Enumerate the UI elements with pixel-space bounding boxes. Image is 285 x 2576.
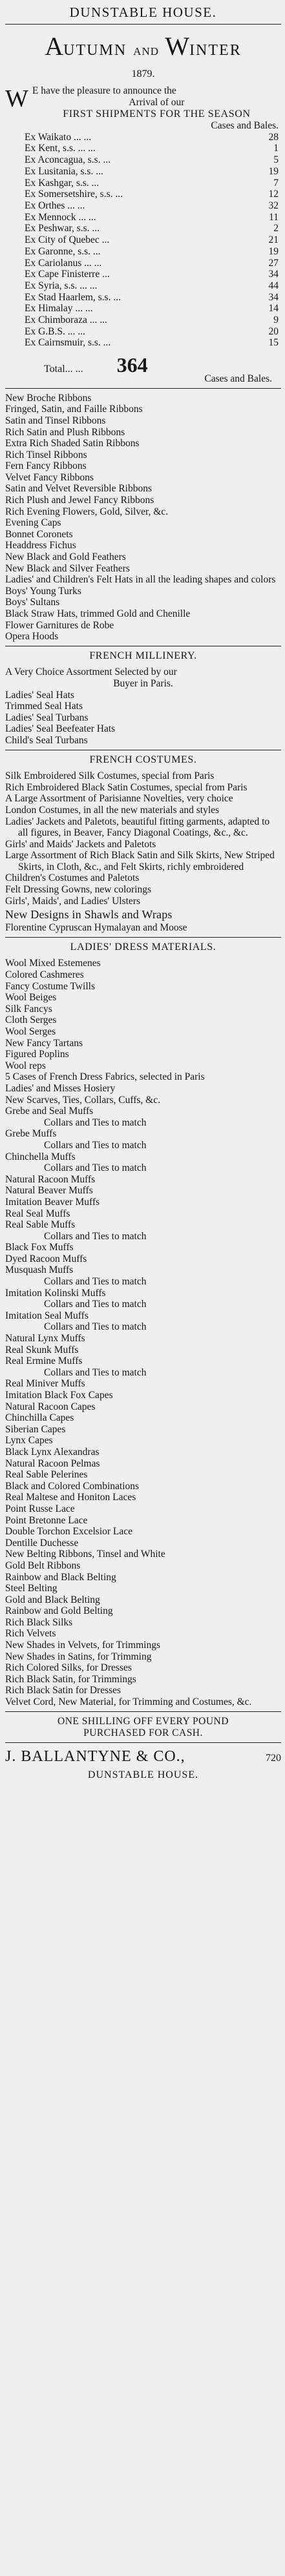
ribbon-item: New Broche Ribbons: [5, 392, 92, 404]
dress-material-item: Wool Beiges: [5, 992, 57, 1004]
dress-material-item: Collars and Ties to match: [44, 1117, 147, 1128]
dress-material-item: Collars and Ties to match: [44, 1230, 147, 1242]
shipment-row: [25, 132, 279, 143]
shipment-row: [25, 303, 279, 314]
ribbons-list: [5, 393, 281, 643]
shipment-count: 5: [273, 154, 279, 166]
firm-house: DUNSTABLE HOUSE.: [87, 1769, 199, 1780]
shipment-row: [25, 178, 279, 189]
millinery-intro-2: Buyer in Paris.: [113, 677, 173, 689]
dress-material-item: Imitation Beaver Muffs: [5, 1196, 100, 1208]
dress-material-item: Real Seal Muffs: [5, 1208, 70, 1219]
ribbon-item: Velvet Fancy Ribbons: [5, 471, 94, 483]
ribbon-item: Opera Hoods: [5, 631, 59, 643]
shipment-row: [25, 280, 279, 292]
ribbon-item: Black Straw Hats, trimmed Gold and Chenille: [5, 608, 191, 620]
shipment-row: [25, 223, 279, 234]
ribbon-item: Rich Tinsel Ribbons: [5, 449, 87, 460]
shipment-row: [25, 143, 279, 154]
millinery-item: Ladies' Seal Turbans: [5, 712, 89, 723]
ribbon-item: Fern Fancy Ribbons: [5, 460, 87, 472]
dress-material-item: Natural Racoon Muffs: [5, 1173, 96, 1185]
shipment-row: [25, 258, 279, 269]
shipment-vessel: Ex Waikato ... ...: [25, 131, 92, 143]
costume-item: Felt Dressing Gowns, new colorings: [5, 884, 152, 896]
firm-name: J. BALLANTYNE & CO.,: [5, 1747, 185, 1765]
millinery-item: Child's Seal Turbans: [5, 734, 88, 746]
dress-material-item: New Fancy Tartans: [5, 1037, 83, 1049]
shipment-row: [25, 292, 279, 304]
millinery-heading: FRENCH MILLINERY.: [89, 650, 197, 661]
season-word-1-rest: UTUMN: [63, 42, 127, 59]
dress-material-item: Imitation Black Fox Capes: [5, 1390, 113, 1401]
advert-number: 720: [266, 1752, 281, 1764]
shipments-column-header: [5, 120, 281, 132]
shipment-row: [25, 212, 279, 223]
shipment-row: [25, 189, 279, 200]
dress-material-item: Double Torchon Excelsior Lace: [5, 1526, 133, 1538]
dress-material-item: Grebe Muffs: [5, 1128, 57, 1140]
ribbon-item: Bonnet Coronets: [5, 528, 73, 540]
ribbon-item: Satin and Velvet Reversible Ribbons: [5, 483, 153, 495]
shawls-line: New Designs in Shawls and Wraps: [5, 908, 173, 922]
divider: [5, 1742, 281, 1743]
dress-material-item: Real Sable Pelerines: [5, 1469, 88, 1481]
costumes-list: [5, 770, 281, 907]
dress-materials-list: [5, 958, 281, 1707]
dress-material-item: Natural Beaver Muffs: [5, 1185, 93, 1197]
shipment-vessel: Ex Cariolanus ... ...: [25, 257, 102, 269]
dress-material-item: Collars and Ties to match: [44, 1299, 147, 1310]
shipment-count: 20: [268, 325, 279, 337]
dress-material-item: Rainbow and Black Belting: [5, 1571, 116, 1583]
dress-material-item: Point Russe Lace: [5, 1503, 75, 1514]
ribbon-item: Flower Garnitures de Robe: [5, 619, 114, 631]
total-value: 364: [116, 353, 148, 377]
dress-material-item: Wool Serges: [5, 1026, 56, 1038]
shipments-list: [5, 132, 281, 349]
dress-material-item: Musquash Muffs: [5, 1264, 74, 1276]
shipment-row: [25, 154, 279, 166]
dress-material-item: New Shades in Satins, for Trimming: [5, 1651, 152, 1662]
shipment-count: 1: [273, 143, 279, 154]
dress-material-item: Collars and Ties to match: [44, 1139, 147, 1151]
shipment-vessel: Ex Aconcagua, s.s. ...: [25, 154, 111, 166]
rugs-line: Florentine Cypruscan Hymalayan and Moose: [5, 922, 187, 934]
season-and: AND: [133, 45, 160, 57]
dress-material-item: Rich Velvets: [5, 1628, 56, 1640]
costume-item: Ladies' Jackets and Paletots, beautiful fitting garments, adapted to all figures, in Beaver, Fancy Diagonal Coatings, &c., &c.: [5, 816, 270, 839]
dress-material-item: Collars and Ties to match: [44, 1366, 147, 1378]
shipment-vessel: Ex Garonne, s.s. ...: [25, 245, 101, 257]
dress-material-item: Steel Belting: [5, 1583, 58, 1594]
ribbon-item: Fringed, Satin, and Faille Ribbons: [5, 404, 143, 415]
shipment-row: [25, 200, 279, 212]
dress-material-item: Rich Colored Silks, for Dresses: [5, 1662, 132, 1674]
dress-material-item: Ladies' and Misses Hosiery: [5, 1082, 116, 1094]
shipment-row: [25, 326, 279, 338]
dress-material-item: Point Bretonne Lace: [5, 1514, 88, 1526]
divider: [5, 937, 281, 938]
dress-material-item: Dentille Duchesse: [5, 1537, 79, 1549]
dress-material-item: Natural Racoon Pelmas: [5, 1458, 100, 1469]
season-word-2-cap: W: [165, 32, 190, 61]
dress-material-item: Real Skunk Muffs: [5, 1344, 79, 1355]
dress-material-item: Imitation Seal Muffs: [5, 1310, 89, 1321]
shipment-count: 14: [268, 303, 279, 314]
shipments-total: [5, 354, 281, 376]
ribbon-item: Satin and Tinsel Ribbons: [5, 415, 106, 426]
dress-material-item: Grebe and Seal Muffs: [5, 1106, 94, 1117]
dress-material-item: Siberian Capes: [5, 1423, 66, 1435]
dress-material-item: Natural Racoon Capes: [5, 1401, 96, 1412]
shipment-vessel: Ex Chimboraza ... ...: [25, 314, 107, 326]
dress-material-item: Real Ermine Muffs: [5, 1355, 83, 1367]
dress-material-item: Real Maltese and Honiton Laces: [5, 1492, 136, 1503]
ribbon-item: Rich Satin and Plush Ribbons: [5, 426, 125, 438]
dress-material-item: Rich Black Satin for Dresses: [5, 1685, 121, 1696]
season-word-1-cap: A: [45, 32, 64, 61]
dress-material-item: Collars and Ties to match: [44, 1276, 147, 1288]
divider: [5, 24, 281, 25]
dress-material-item: Real Sable Muffs: [5, 1219, 76, 1231]
dress-material-item: Chinchella Muffs: [5, 1151, 76, 1162]
ribbon-item: Boys' Sultans: [5, 597, 60, 608]
ribbon-item: Extra Rich Shaded Satin Ribbons: [5, 438, 140, 449]
dress-material-item: Black Fox Muffs: [5, 1242, 74, 1253]
dress-material-item: Wool Mixed Estemenes: [5, 958, 101, 969]
shipments-column-label: Cases and Bales.: [211, 120, 279, 132]
dress-material-item: Gold Belt Ribbons: [5, 1560, 81, 1571]
costume-item: Girls' and Maids' Jackets and Paletots: [5, 838, 156, 850]
shipment-count: 7: [273, 177, 279, 189]
costume-item: Girls', Maids', and Ladies' Ulsters: [5, 895, 140, 907]
shipment-count: 34: [268, 291, 279, 303]
dress-material-item: Collars and Ties to match: [44, 1162, 147, 1174]
costume-item: London Costumes, in all the new materials and styles: [5, 804, 220, 816]
season-year: 1879.: [131, 68, 155, 79]
divider: [5, 1711, 281, 1712]
dress-material-item: Real Miniver Muffs: [5, 1378, 85, 1390]
shipment-vessel: Ex Stad Haarlem, s.s. ...: [25, 291, 121, 303]
intro-dropcap: W: [5, 85, 28, 112]
shipment-count: 12: [268, 189, 279, 200]
shipment-row: [25, 246, 279, 258]
millinery-list: [5, 690, 281, 747]
shipment-count: 28: [268, 131, 279, 143]
dress-material-item: New Scarves, Ties, Collars, Cuffs, &c.: [5, 1094, 160, 1106]
dress-material-item: Figured Poplins: [5, 1049, 69, 1060]
total-label: Total... ...: [44, 364, 83, 375]
shipment-row: [25, 314, 279, 326]
costume-item: Children's Costumes and Paletots: [5, 872, 140, 884]
dress-material-item: Natural Lynx Muffs: [5, 1333, 85, 1345]
shipments-heading: FIRST SHIPMENTS FOR THE SEASON: [63, 108, 251, 119]
costume-item: Large Assortment of Rich Black Satin and Silk Skirts, New Striped Skirts, in Cloth, &c., and Felt Skirts, richly embroidered: [5, 850, 275, 872]
costume-item: A Large Assortment of Parisianne Novelties, very choice: [5, 793, 233, 805]
dress-material-item: Fancy Costume Twills: [5, 980, 95, 992]
shipment-row: [25, 269, 279, 280]
dress-material-item: Dyed Racoon Muffs: [5, 1253, 87, 1264]
dress-material-item: Black and Colored Combinations: [5, 1480, 140, 1492]
shipment-row: [25, 337, 279, 349]
shipment-vessel: Ex Cairnsmuir, s.s. ...: [25, 337, 111, 349]
shipment-vessel: Ex Lusitania, s.s. ...: [25, 165, 103, 177]
shipment-row: [25, 166, 279, 178]
masthead: DUNSTABLE HOUSE.: [69, 5, 217, 20]
dress-material-item: Colored Cashmeres: [5, 969, 84, 981]
dress-material-item: Black Lynx Alexandras: [5, 1446, 100, 1458]
dress-material-item: Rich Black Satin, for Trimmings: [5, 1673, 136, 1685]
millinery-intro-1: A Very Choice Assortment Selected by our: [5, 666, 177, 678]
dress-material-item: Velvet Cord, New Material, for Trimming and Costumes, &c.: [5, 1696, 252, 1708]
intro: [5, 85, 281, 112]
shipment-count: 34: [268, 269, 279, 280]
ribbon-item: Evening Caps: [5, 517, 61, 529]
costumes-heading: FRENCH COSTUMES.: [89, 754, 197, 765]
dress-material-item: 5 Cases of French Dress Fabrics, selected in Paris: [5, 1071, 205, 1083]
costume-item: Silk Embroidered Silk Costumes, special from Paris: [5, 770, 215, 782]
dress-material-item: Cloth Serges: [5, 1015, 57, 1026]
firm-signature: [5, 1747, 281, 1768]
millinery-item: Trimmed Seal Hats: [5, 701, 83, 712]
shipment-vessel: Ex Kent, s.s. ... ...: [25, 143, 96, 154]
dress-material-item: Chinchilla Capes: [5, 1412, 74, 1424]
total-suffix: Cases and Bales.: [204, 373, 272, 385]
shipment-count: 15: [268, 337, 279, 349]
shipment-vessel: Ex City of Quebec ...: [25, 234, 110, 246]
dress-heading: LADIES' DRESS MATERIALS.: [70, 941, 216, 953]
shipment-count: 2: [273, 223, 279, 234]
divider: [5, 388, 281, 389]
dress-material-item: Silk Fancys: [5, 1003, 52, 1015]
shipment-vessel: Ex Kashgar, s.s. ...: [25, 177, 100, 189]
shipment-count: 9: [273, 314, 279, 326]
millinery-item: Ladies' Seal Hats: [5, 689, 74, 701]
costume-item: Rich Embroidered Black Satin Costumes, special from Paris: [5, 781, 248, 793]
dress-material-item: Collars and Ties to match: [44, 1321, 147, 1333]
millinery-item: Ladies' Seal Beefeater Hats: [5, 723, 116, 735]
intro-line-1: E have the pleasure to announce the: [32, 85, 176, 96]
season-word-2-rest: INTER: [189, 42, 242, 59]
shipment-vessel: Ex Cape Finisterre ...: [25, 269, 110, 280]
shipment-count: 19: [268, 245, 279, 257]
ribbon-item: Rich Plush and Jewel Fancy Ribbons: [5, 495, 154, 506]
cash-discount-line-1: ONE SHILLING OFF EVERY POUND: [58, 1715, 229, 1727]
season-title: [5, 31, 281, 67]
shipment-vessel: Ex Mennock ... ...: [25, 211, 96, 223]
dress-material-item: New Belting Ribbons, Tinsel and White: [5, 1549, 165, 1560]
shipment-row: [25, 234, 279, 246]
dress-material-item: Gold and Black Belting: [5, 1594, 100, 1605]
shipment-vessel: Ex Peshwar, s.s. ...: [25, 223, 100, 234]
shipment-count: 32: [268, 200, 279, 211]
cash-discount-line-2: PURCHASED FOR CASH.: [83, 1727, 203, 1738]
shipment-count: 44: [268, 280, 279, 291]
shipment-count: 21: [268, 234, 279, 246]
shipment-count: 11: [269, 211, 279, 223]
ribbon-item: New Black and Gold Feathers: [5, 551, 126, 563]
dress-material-item: Rich Black Silks: [5, 1616, 73, 1628]
ribbon-item: Ladies' and Children's Felt Hats in all the leading shapes and colors: [5, 574, 276, 586]
shipment-count: 27: [268, 257, 279, 269]
shipment-count: 19: [268, 165, 279, 177]
ribbon-item: Boys' Young Turks: [5, 585, 81, 597]
ribbon-item: Headdress Fichus: [5, 540, 76, 551]
ribbon-item: Rich Evening Flowers, Gold, Silver, &c.: [5, 506, 169, 517]
dress-material-item: New Shades in Velvets, for Trimmings: [5, 1640, 160, 1651]
ribbon-item: New Black and Silver Feathers: [5, 562, 130, 574]
dress-material-item: Lynx Capes: [5, 1435, 53, 1447]
shipment-vessel: Ex Himalay ... ...: [25, 303, 93, 314]
shipment-vessel: Ex G.B.S. ... ...: [25, 325, 85, 337]
shipment-vessel: Ex Orthes ... ...: [25, 200, 85, 211]
intro-line-2: Arrival of our: [129, 96, 185, 108]
shipment-vessel: Ex Syria, s.s. ... ...: [25, 280, 98, 291]
dress-material-item: Wool reps: [5, 1060, 46, 1071]
shipment-vessel: Ex Somersetshire, s.s. ...: [25, 189, 123, 200]
dress-material-item: Imitation Kolinski Muffs: [5, 1287, 106, 1299]
dress-material-item: Rainbow and Gold Belting: [5, 1605, 113, 1617]
